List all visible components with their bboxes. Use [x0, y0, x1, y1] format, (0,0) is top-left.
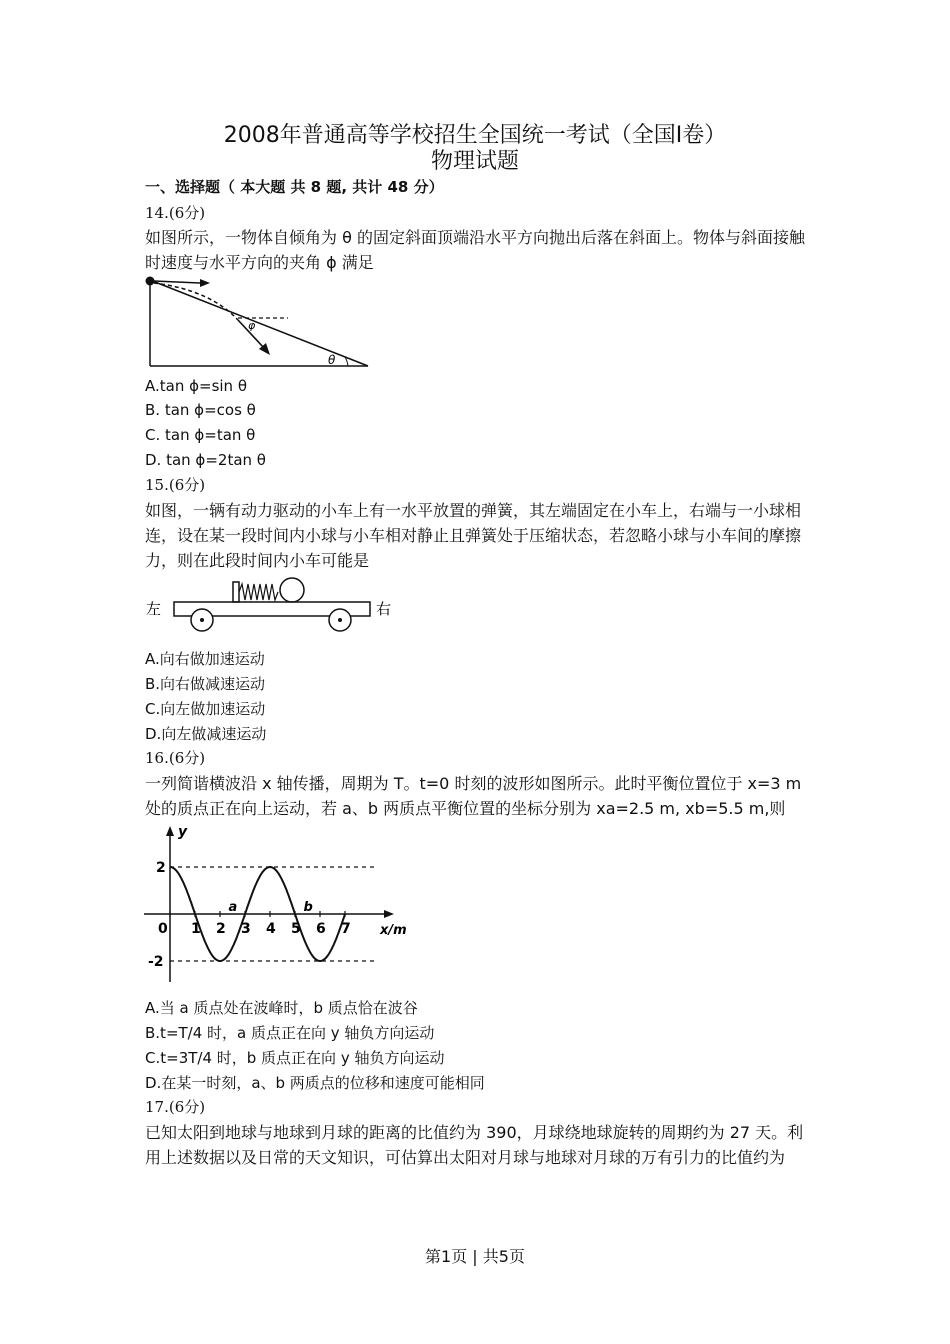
q16-option-d: D.在某一时刻，a、b 两质点的位移和速度可能相同 — [145, 1074, 485, 1092]
page-footer: 第1页 | 共5页 — [425, 1247, 525, 1266]
q16-header: 16.(6分) — [145, 749, 206, 767]
point-label-b: b — [303, 900, 313, 915]
x-tick-label: 1 — [191, 921, 201, 937]
section-heading: 一、选择题（ 本大题 共 8 题, 共计 48 分） — [145, 178, 444, 196]
q14-incline-figure — [140, 272, 380, 372]
x-tick-label: 3 — [241, 921, 251, 937]
theta-label: θ — [328, 353, 336, 367]
x-tick-label: 6 — [316, 921, 326, 937]
exam-subtitle: 物理试题 — [430, 149, 519, 174]
right-label: 右 — [376, 600, 392, 618]
q14-text: 如图所示，一物体自倾角为 θ 的固定斜面顶端沿水平方向抛出后落在斜面上。物体与斜面接触时速度与水平方向的夹角 ϕ 满足 — [145, 228, 805, 272]
q16-wave-chart — [140, 822, 420, 992]
q15-option-d: D.向左做减速运动 — [145, 725, 267, 743]
y-tick-label: -2 — [148, 954, 164, 970]
q15-option-a: A.向右做加速运动 — [145, 650, 265, 668]
left-label: 左 — [146, 600, 162, 618]
x-tick-label: 0 — [158, 921, 168, 937]
q14-option-a: A.tan ϕ=sin θ — [145, 377, 248, 395]
q14-header: 14.(6分) — [145, 204, 206, 222]
point-label-a: a — [228, 900, 238, 915]
q16-text: 一列简谐横波沿 x 轴传播，周期为 T。t=0 时刻的波形如图所示。此时平衡位置位于 x=3 m 处的质点正在向上运动，若 a、b 两质点平衡位置的坐标分别为 xa=2.5 m, xb=5.5 m,则 — [145, 774, 802, 818]
x-tick-label: 4 — [266, 921, 276, 937]
q17-text: 已知太阳到地球与地球到月球的距离的比值约为 390，月球绕地球旋转的周期约为 27 天。利用上述数据以及日常的天文知识，可估算出太阳对月球与地球对月球的万有引力的比值约为 — [145, 1123, 804, 1167]
q17-header: 17.(6分) — [145, 1098, 206, 1116]
y-axis-label: y — [178, 824, 188, 840]
exam-title: 2008年普通高等学校招生全国统一考试（全国Ⅰ卷） — [223, 123, 727, 148]
phi-label: φ — [248, 319, 256, 332]
q15-header: 15.(6分) — [145, 476, 206, 494]
q15-cart-figure — [140, 576, 410, 636]
q14-option-c: C. tan ϕ=tan θ — [145, 426, 256, 444]
q16-option-a: A.当 a 质点处在波峰时，b 质点恰在波谷 — [145, 999, 418, 1017]
x-tick-label: 7 — [341, 921, 351, 937]
q15-option-b: B.向右做减速运动 — [145, 675, 266, 693]
q16-option-b: B.t=T/4 时，a 质点正在向 y 轴负方向运动 — [145, 1024, 435, 1042]
x-tick-label: 5 — [291, 921, 301, 937]
x-axis-label: x/m — [380, 923, 407, 938]
y-tick-label: 2 — [156, 860, 166, 876]
q16-option-c: C.t=3T/4 时，b 质点正在向 y 轴负方向运动 — [145, 1049, 445, 1067]
q14-option-d: D. tan ϕ=2tan θ — [145, 451, 266, 469]
q15-text: 如图，一辆有动力驱动的小车上有一水平放置的弹簧，其左端固定在小车上，右端与一小球相连，设在某一段时间内小球与小车相对静止且弹簧处于压缩状态，若忽略小球与小车间的摩擦力，则在此段时间内小车可能是 — [145, 501, 802, 570]
q15-option-c: C.向左做加速运动 — [145, 700, 266, 718]
q14-option-b: B. tan ϕ=cos θ — [145, 401, 256, 419]
x-tick-label: 2 — [216, 921, 226, 937]
